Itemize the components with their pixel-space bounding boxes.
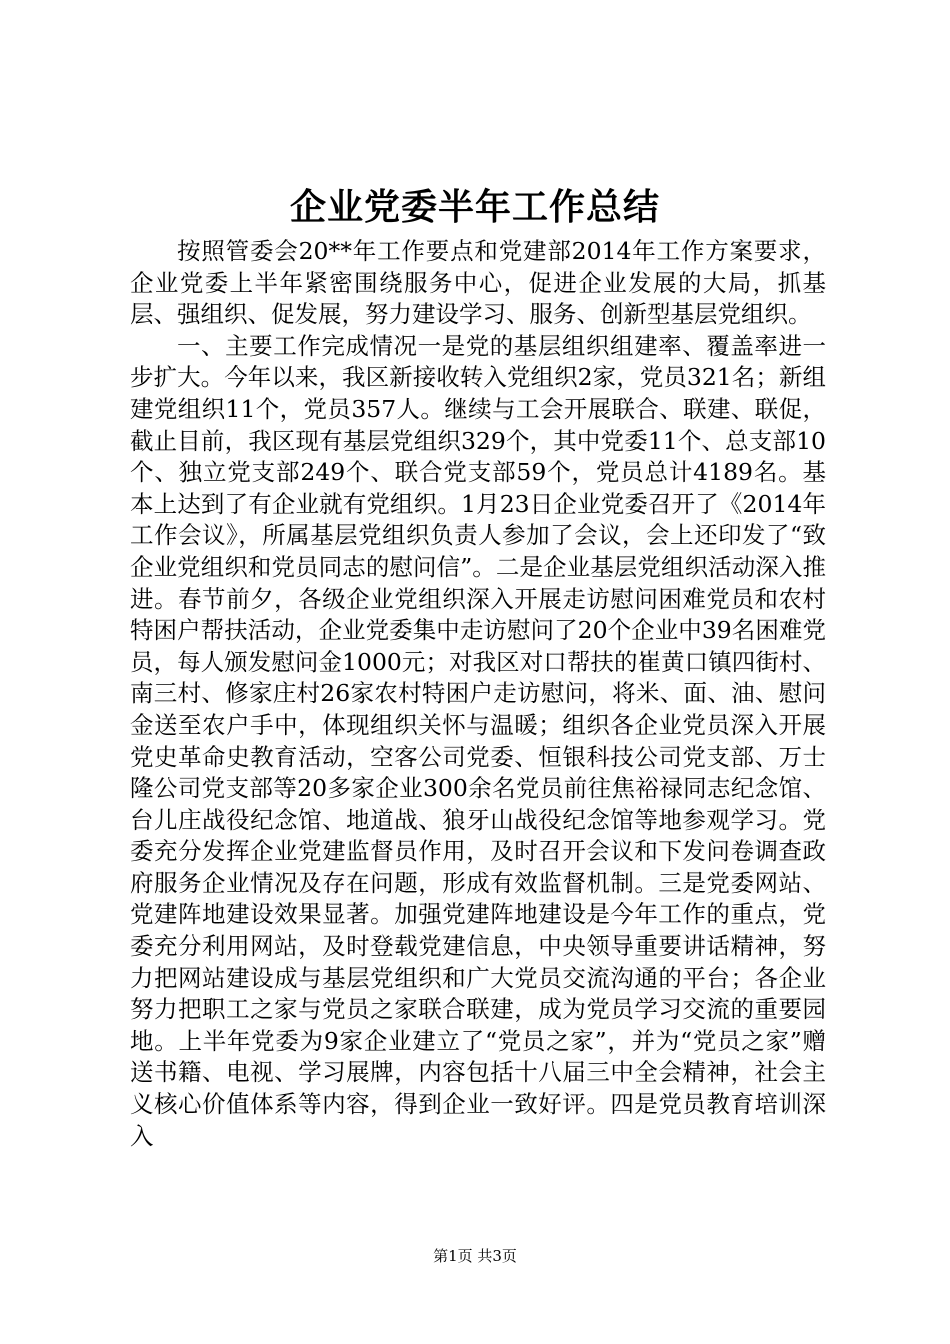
- paragraph-main-work: 一、主要工作完成情况一是党的基层组织组建率、覆盖率进一步扩大。今年以来，我区新接收转入党组织2家，党员321名；新组建党组织11个，党员357人。继续与工会开展联合、联建、联促，截止目前，我区现有基层党组织329个，其中党委11个、总支部10个、独立党支部249个、联合党支部59个，党员总计4189名。基本上达到了有企业就有党组织。1月23日企业党委召开了《2014年工作会议》，所属基层党组织负责人参加了会议，会上还印发了“致企业党组织和党员同志的慰问信”。二是企业基层党组织活动深入推进。春节前夕，各级企业党组织深入开展走访慰问困难党员和农村特困户帮扶活动，企业党委集中走访慰问了20个企业中39名困难党员，每人颁发慰问金1000元；对我区对口帮扶的崔黄口镇四街村、南三村、修家庄村26家农村特困户走访慰问，将米、面、油、慰问金送至农户手中，体现组织关怀与温暖；组织各企业党员深入开展党史革命史教育活动，空客公司党委、恒银科技公司党支部、万士隆公司党支部等20多家企业300余名党员前往焦裕禄同志纪念馆、台儿庄战役纪念馆、地道战、狼牙山战役纪念馆等地参观学习。党委充分发挥企业党建监督员作用，及时召开会议和下发问卷调查政府服务企业情况及存在问题，形成有效监督机制。三是党委网站、党建阵地建设效果显著。加强党建阵地建设是今年工作的重点，党委充分利用网站，及时登载党建信息，中央领导重要讲话精神，努力把网站建设成与基层党组织和广大党员交流沟通的平台；各企业努力把职工之家与党员之家联合联建，成为党员学习交流的重要园地。上半年党委为9家企业建立了“党员之家”，并为“党员之家”赠送书籍、电视、学习展牌，内容包括十八届三中全会精神，社会主义核心价值体系等内容，得到企业一致好评。四是党员教育培训深入: [130, 331, 826, 1150]
- document-title: 企业党委半年工作总结: [289, 186, 660, 228]
- page-footer: 第1页 共3页: [433, 1247, 517, 1265]
- paragraph-intro: 按照管委会20**年工作要点和党建部2014年工作方案要求，企业党委上半年紧密围绕服务中心，促进企业发展的大局，抓基层、强组织、促发展，努力建设学习、服务、创新型基层党组织。: [130, 237, 826, 329]
- document-body: [130, 236, 826, 1152]
